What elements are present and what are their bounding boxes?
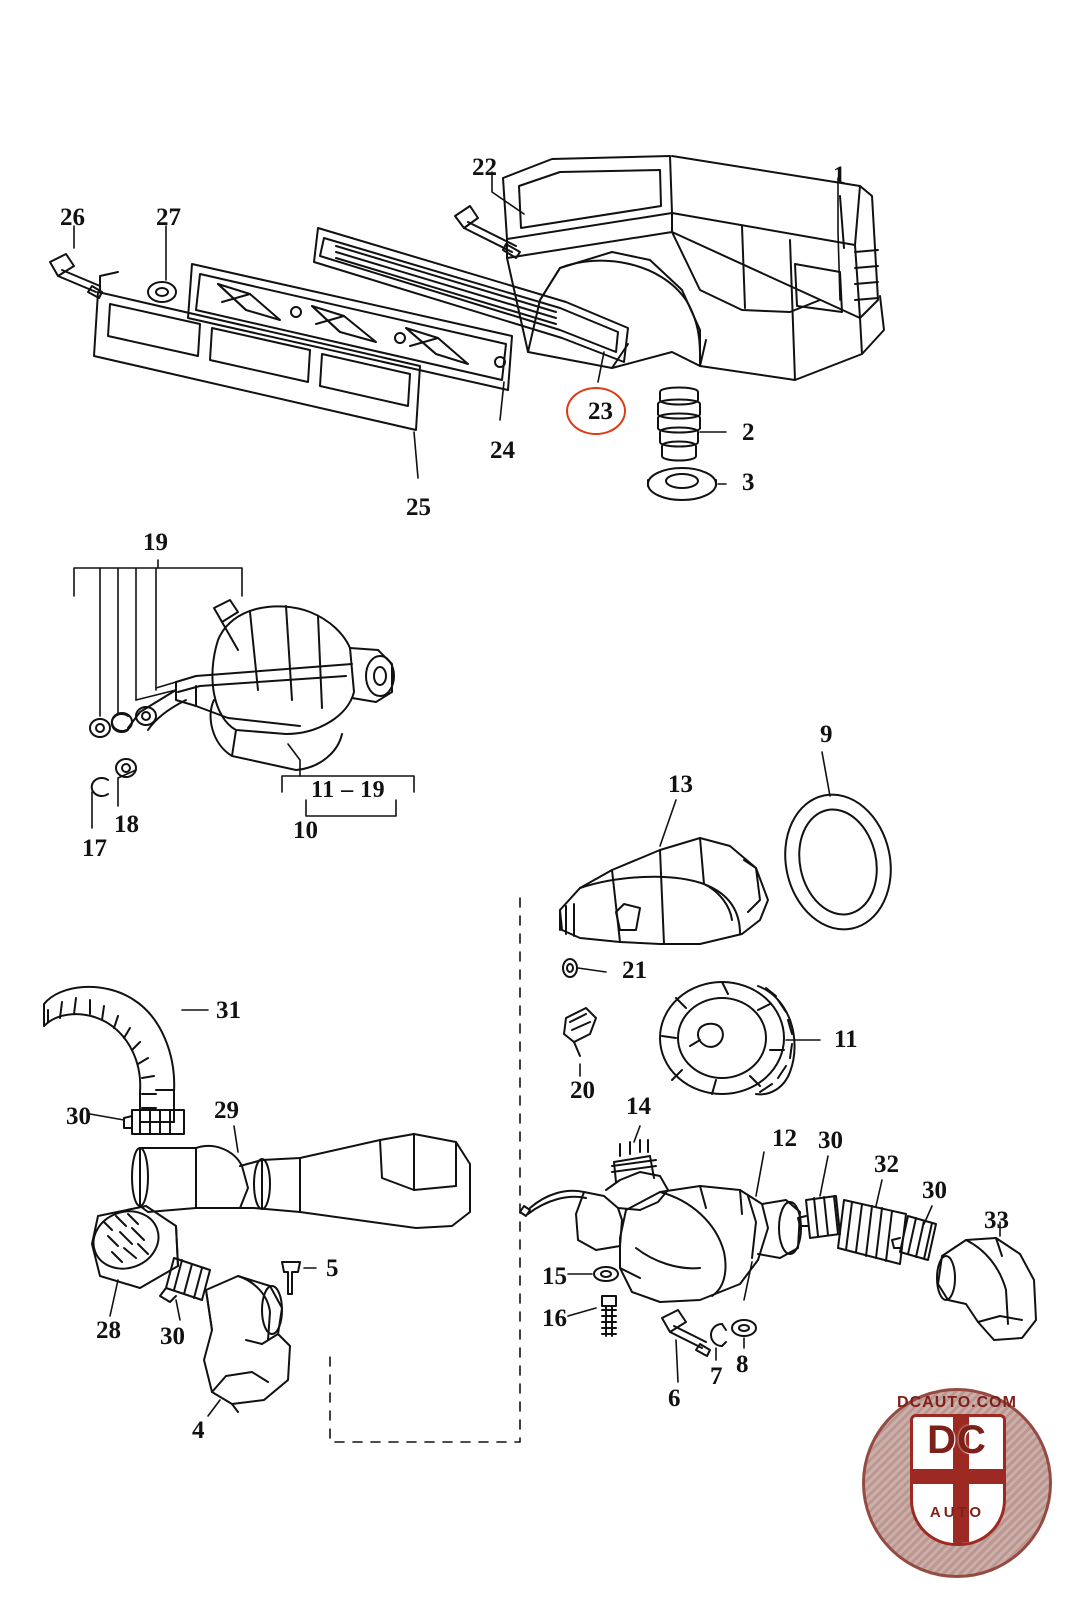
callout-18: 18 <box>114 811 139 838</box>
callout-27: 27 <box>156 204 181 231</box>
callout-13: 13 <box>668 771 693 798</box>
watermark-top-text: DCAUTO.COM <box>897 1394 1017 1411</box>
callout-29: 29 <box>214 1097 239 1124</box>
callout-11-19: 11 – 19 <box>311 777 386 803</box>
part-1-housing <box>503 156 884 380</box>
callout-30-b: 30 <box>160 1323 185 1350</box>
part-9-gasket <box>773 785 903 940</box>
watermark-logo <box>862 1388 1052 1584</box>
callout-30-a: 30 <box>66 1103 91 1130</box>
part-14-harness <box>520 1140 668 1250</box>
callout-23: 23 <box>588 398 613 425</box>
callout-25: 25 <box>406 494 431 521</box>
callout-33: 33 <box>984 1207 1009 1234</box>
part-6-screw <box>662 1310 710 1356</box>
part-31-flex-hose <box>44 987 174 1122</box>
callout-8: 8 <box>736 1351 749 1378</box>
callout-20: 20 <box>570 1077 595 1104</box>
callout-2: 2 <box>742 419 755 446</box>
callout-15: 15 <box>542 1263 567 1290</box>
watermark-shield-horizontal-bar <box>913 1469 1003 1484</box>
part-23-seal-strip <box>314 228 628 362</box>
callout-4: 4 <box>192 1417 205 1444</box>
callout-1: 1 <box>833 162 846 189</box>
callout-3: 3 <box>742 469 755 496</box>
callout-7: 7 <box>710 1363 723 1390</box>
callout-11: 11 <box>834 1026 858 1053</box>
callout-26: 26 <box>60 204 85 231</box>
part-7-lockwasher <box>711 1324 726 1346</box>
parts-17-18-clips <box>90 707 156 796</box>
callout-31: 31 <box>216 997 241 1024</box>
callout-17: 17 <box>82 835 107 862</box>
part-30-clamp-b <box>160 1258 210 1302</box>
callout-32: 32 <box>874 1151 899 1178</box>
callout-10: 10 <box>293 817 318 844</box>
part-3-ring <box>648 468 716 500</box>
part-22-screw <box>455 206 520 258</box>
callout-14: 14 <box>626 1093 651 1120</box>
callout-22: 22 <box>472 154 497 181</box>
callout-30-d: 30 <box>922 1177 947 1204</box>
part-21-clip <box>563 959 577 977</box>
callout-24: 24 <box>490 437 515 464</box>
part-24-grille <box>188 264 512 390</box>
callout-9: 9 <box>820 721 833 748</box>
part-4-intake <box>204 1276 290 1412</box>
part-13-duct <box>560 838 768 944</box>
callout-19: 19 <box>143 529 168 556</box>
part-27-grommet <box>148 282 176 302</box>
watermark-main-text: DC <box>927 1418 987 1462</box>
part-29-duct <box>132 1134 470 1228</box>
part-16-bolt <box>602 1296 616 1336</box>
part-2-bellows <box>658 388 700 461</box>
part-32-flex-hose <box>838 1200 906 1264</box>
part-12-housing <box>620 1186 801 1302</box>
part-30-clamp-c <box>798 1196 840 1238</box>
part-30-clamp-d <box>892 1216 936 1260</box>
callout-28: 28 <box>96 1317 121 1344</box>
watermark-sub-text: AUTO <box>929 1504 985 1521</box>
callout-30-c: 30 <box>818 1127 843 1154</box>
part-33-outlet <box>937 1238 1036 1340</box>
callout-5: 5 <box>326 1255 339 1282</box>
part-20-retainer <box>564 1008 596 1056</box>
assembly-dashed-line <box>330 898 520 1442</box>
callout-6: 6 <box>668 1385 681 1412</box>
callout-12: 12 <box>772 1125 797 1152</box>
part-28-foam <box>85 1202 178 1288</box>
part-8-washer <box>732 1320 756 1336</box>
part-5-rivet <box>282 1262 300 1294</box>
part-11-fan <box>660 982 795 1094</box>
callout-21: 21 <box>622 957 647 984</box>
callout-16: 16 <box>542 1305 567 1332</box>
part-15-washer <box>594 1267 618 1281</box>
part-26-screw <box>50 254 102 298</box>
